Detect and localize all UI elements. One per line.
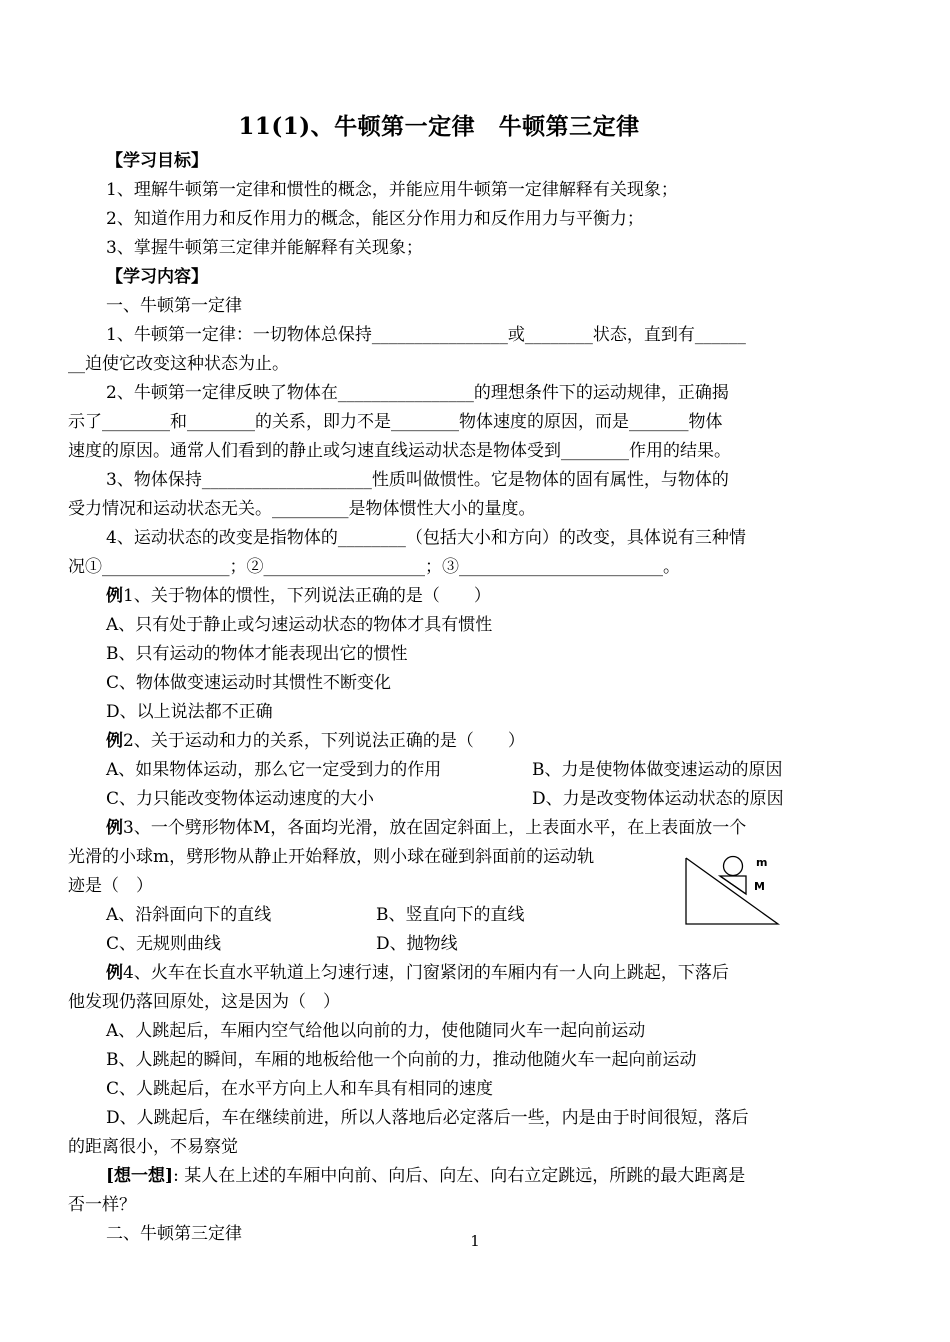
option: C、人跳起后，在水平方向上人和车具有相同的速度 [106, 1079, 494, 1099]
example-3-question [68, 814, 810, 843]
example-label: 例 [106, 731, 123, 751]
option: D、抛物线 [376, 934, 458, 954]
option: D、力是改变物体运动状态的原因 [532, 789, 784, 809]
page-number: 1 [470, 1232, 480, 1250]
paragraph-line: __迫使它改变这种状态为止。 [68, 354, 289, 374]
option: A、沿斜面向下的直线 [106, 905, 272, 925]
example-label: 例 [106, 818, 123, 838]
option: A、人跳起后，车厢内空气给他以向前的力，使他随同火车一起向前运动 [106, 1021, 646, 1041]
document-page [68, 108, 810, 1249]
paragraph-line: 迹是（ ） [68, 876, 153, 896]
label-M: M [754, 880, 765, 893]
goal-item: 3、掌握牛顿第三定律并能解释有关现象； [106, 238, 423, 258]
example-label: 例 [106, 963, 123, 983]
option: C、物体做变速运动时其惯性不断变化 [106, 673, 392, 693]
option: A、只有处于静止或匀速运动状态的物体才具有惯性 [106, 615, 493, 635]
option: A、如果物体运动，那么它一定受到力的作用 [106, 760, 442, 780]
option-row [68, 785, 810, 814]
option: C、力只能改变物体运动速度的大小 [106, 789, 375, 809]
example-text: 1、关于物体的惯性，下列说法正确的是（ ） [123, 586, 491, 606]
label-m: m [756, 856, 768, 869]
think-text: : 某人在上述的车厢中向前、向后、向左、向右立定跳远，所跳的最大距离是 [173, 1166, 746, 1186]
goals-header: 【学习目标】 [106, 151, 208, 171]
section-heading: 二、牛顿第三定律 [106, 1224, 242, 1244]
section-heading: 一、牛顿第一定律 [106, 296, 242, 316]
option: B、竖直向下的直线 [376, 905, 525, 925]
example-2-question [68, 727, 810, 756]
option: D、人跳起后，车在继续前进，所以人落地后必定落后一些，内是由于时间很短，落后 [106, 1108, 749, 1128]
paragraph-line: 示了________和________的关系，即力不是________物体速度的原因，而是_______物体 [68, 412, 723, 432]
option: B、人跳起的瞬间，车厢的地板给他一个向前的力，推动他随火车一起向前运动 [106, 1050, 697, 1070]
goal-item: 1、理解牛顿第一定律和惯性的概念，并能应用牛顿第一定律解释有关现象； [106, 180, 678, 200]
paragraph-line: 否一样？ [68, 1195, 136, 1215]
paragraph-line: 他发现仍落回原处，这是因为（ ） [68, 992, 340, 1012]
ball-m [724, 857, 743, 876]
paragraph-line: 速度的原因。通常人们看到的静止或匀速直线运动状态是物体受到________作用的结果。 [68, 441, 731, 461]
option: B、力是使物体做变速运动的原因 [532, 760, 783, 780]
paragraph-line: 光滑的小球m，劈形物从静止开始释放，则小球在碰到斜面前的运动轨 [68, 847, 595, 867]
paragraph-line: 况①_______________；②___________________；③________________________。 [68, 557, 680, 577]
option: B、只有运动的物体才能表现出它的惯性 [106, 644, 408, 664]
wedge-incline-figure [682, 852, 802, 930]
option: 的距离很小，不易察觉 [68, 1137, 238, 1157]
paragraph-line: 3、物体保持____________________性质叫做惯性。它是物体的固有属性，与物体的 [106, 470, 729, 490]
paragraph-line: 2、牛顿第一定律反映了物体在________________的理想条件下的运动规律，正确揭 [106, 383, 729, 403]
paragraph-line: 1、牛顿第一定律：一切物体总保持________________或________状态，直到有______ [106, 325, 746, 345]
page-title: 11(1)、牛顿第一定律 牛顿第三定律 [238, 113, 640, 140]
option-row [68, 930, 810, 959]
paragraph-line: 受力情况和运动状态无关。_________是物体惯性大小的量度。 [68, 499, 536, 519]
think-question [68, 1162, 810, 1191]
content-header: 【学习内容】 [106, 267, 208, 287]
option-row [68, 756, 810, 785]
example-1-question [68, 582, 810, 611]
option: C、无规则曲线 [106, 934, 222, 954]
example-4-question [68, 959, 810, 988]
example-text: 2、关于运动和力的关系，下列说法正确的是（ ） [123, 731, 525, 751]
paragraph-line: 4、运动状态的改变是指物体的________（包括大小和方向）的改变，具体说有三种情 [106, 528, 746, 548]
goal-item: 2、知道作用力和反作用力的概念，能区分作用力和反作用力与平衡力； [106, 209, 644, 229]
option: D、以上说法都不正确 [106, 702, 273, 722]
example-label: 例 [106, 586, 123, 606]
example-text: 3、一个劈形物体M，各面均光滑，放在固定斜面上，上表面水平，在上表面放一个 [123, 818, 747, 838]
think-label: [想一想] [106, 1166, 174, 1186]
example-text: 4、火车在长直水平轨道上匀速行速，门窗紧闭的车厢内有一人向上跳起，下落后 [123, 963, 729, 983]
